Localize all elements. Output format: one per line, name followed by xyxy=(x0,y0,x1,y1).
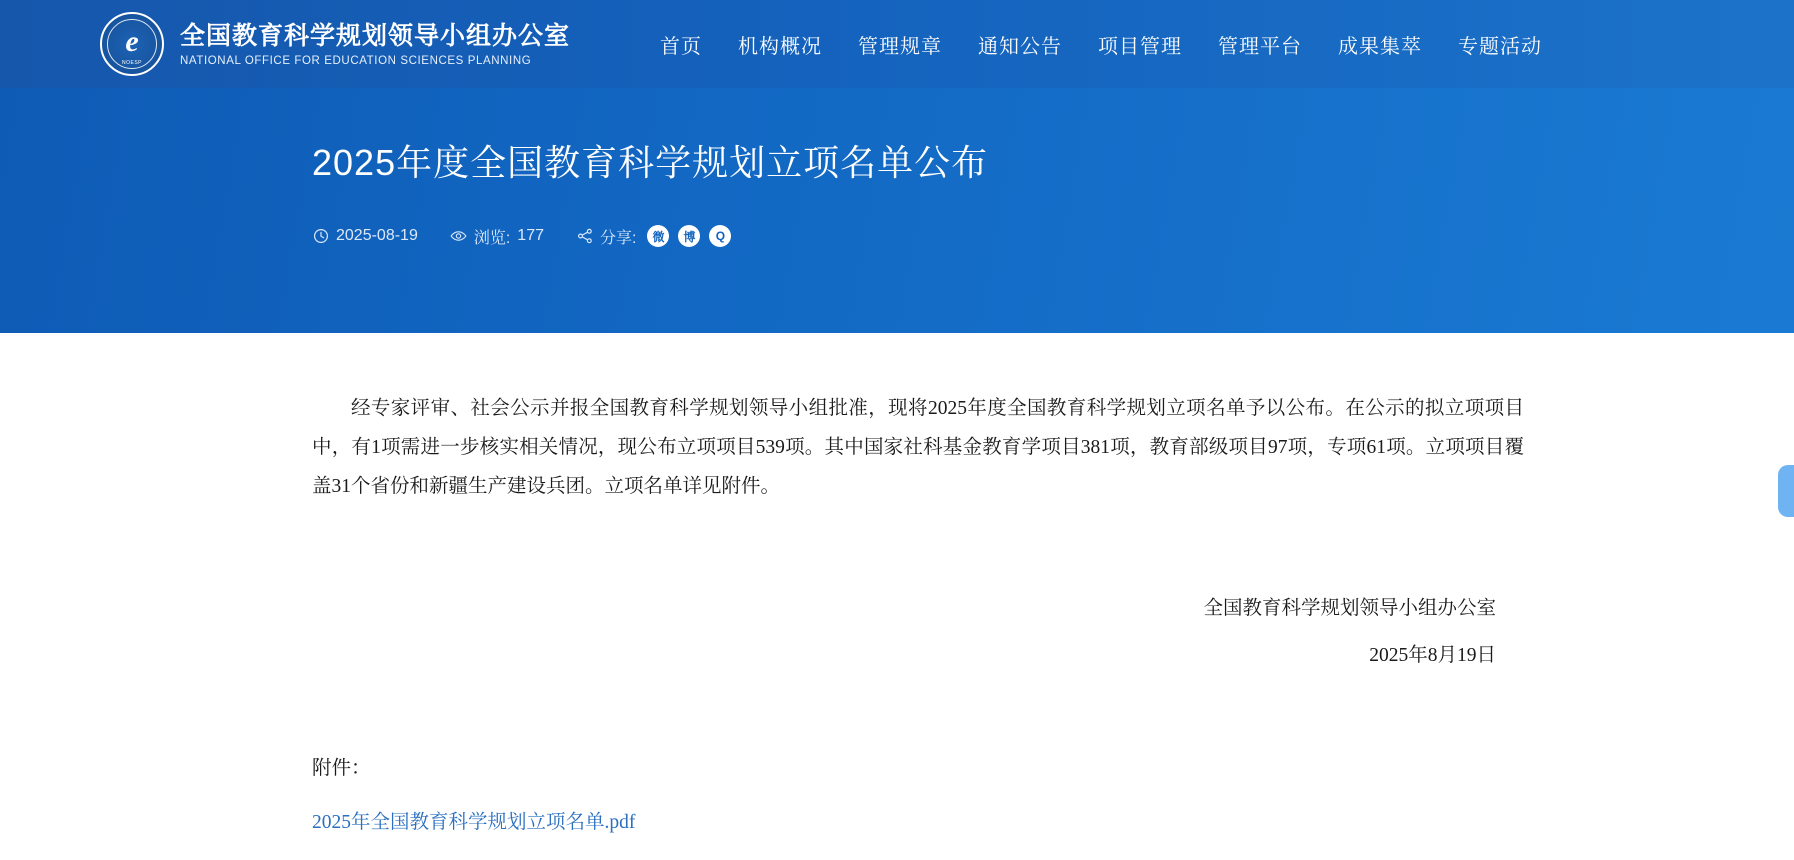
article-banner xyxy=(0,88,1794,333)
attachment-label: 附件： xyxy=(312,757,371,779)
article-meta xyxy=(312,225,1794,248)
share-qq-icon[interactable]: Q xyxy=(709,225,731,247)
nav-item-achievements[interactable]: 成果集萃 xyxy=(1338,35,1423,58)
site-name-en: NATIONAL OFFICE FOR EDUCATION SCIENCES PLANNING xyxy=(180,55,532,67)
site-header xyxy=(0,0,1794,88)
side-toolbar-tab[interactable] xyxy=(1778,465,1794,517)
meta-date xyxy=(312,227,418,245)
main-nav xyxy=(660,30,1542,59)
logo-subtext: NOESP xyxy=(121,60,142,66)
site-brand[interactable] xyxy=(100,12,570,76)
site-logo-icon xyxy=(100,12,164,76)
nav-item-regulations[interactable]: 管理规章 xyxy=(858,35,943,58)
signature-date: 2025年8月19日 xyxy=(1369,644,1496,666)
meta-views xyxy=(450,225,544,248)
views-count: 177 xyxy=(517,227,544,245)
meta-share xyxy=(576,225,731,248)
nav-item-project-management[interactable]: 项目管理 xyxy=(1098,35,1183,58)
share-wechat-icon[interactable]: 微 xyxy=(647,225,669,247)
clock-icon xyxy=(312,228,329,245)
share-weibo-icon[interactable]: 博 xyxy=(678,225,700,247)
publish-date: 2025-08-19 xyxy=(336,227,418,245)
nav-item-home[interactable]: 首页 xyxy=(660,35,703,58)
nav-item-special-activities[interactable]: 专题活动 xyxy=(1458,35,1543,58)
brand-text xyxy=(180,21,570,67)
article-paragraph: 经专家评审、社会公示并报全国教育科学规划领导小组批准，现将2025年度全国教育科学规划立项名单予以公布。在公示的拟立项项目中，有1项需进一步核实相关情况，现公布立项项目539项。其中国家社科基金教育学项目381项，教育部级项目97项，专项61项。立项项目覆盖31个省份和新疆生产建设兵团。立项名单详见附件。 xyxy=(312,398,1524,497)
site-name-cn: 全国教育科学规划领导小组办公室 xyxy=(180,22,571,50)
nav-item-announcements[interactable]: 通知公告 xyxy=(978,35,1063,58)
views-label: 浏览: xyxy=(473,229,511,247)
attachment-link[interactable]: 2025年全国教育科学规划立项名单.pdf xyxy=(312,811,636,833)
page-title: 2025年度全国教育科学规划立项名单公布 xyxy=(312,142,989,183)
article-signature xyxy=(312,586,1524,680)
share-icon xyxy=(576,228,593,245)
share-buttons xyxy=(647,225,731,247)
nav-item-organization[interactable]: 机构概况 xyxy=(738,35,823,58)
signature-org: 全国教育科学规划领导小组办公室 xyxy=(1203,598,1496,619)
article-content xyxy=(0,333,1794,834)
eye-icon xyxy=(450,228,467,245)
logo-letter: e xyxy=(125,25,139,58)
nav-item-management-platform[interactable]: 管理平台 xyxy=(1218,35,1303,58)
share-label: 分享: xyxy=(600,229,637,247)
